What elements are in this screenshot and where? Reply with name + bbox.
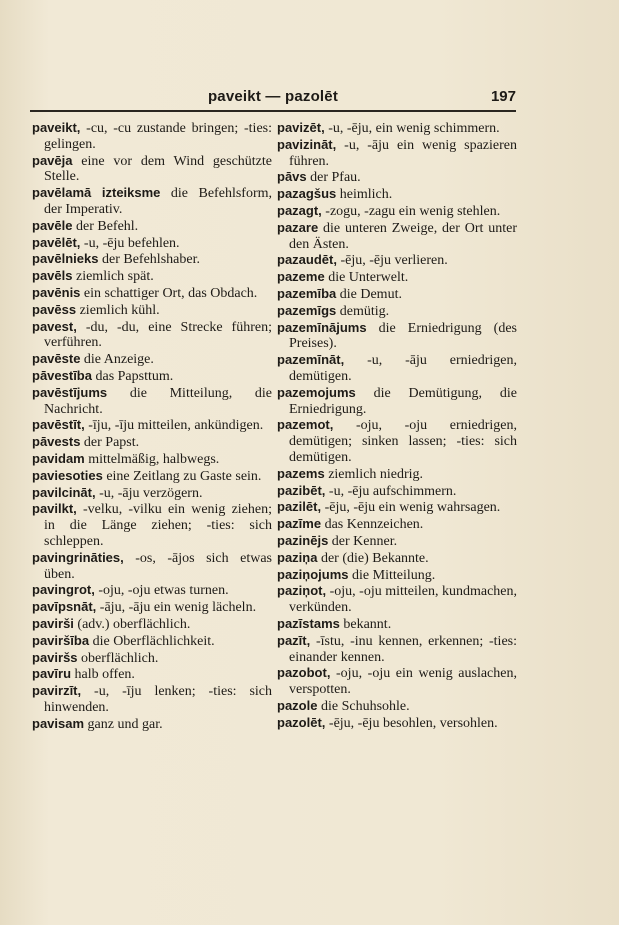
entry-definition: -ēju, -ēju besohlen, versohlen. — [325, 715, 498, 731]
entry-headword: pazole — [277, 697, 318, 713]
entry-headword: pazemīnāt, — [277, 352, 345, 368]
left-column — [32, 120, 272, 732]
entry-headword: pāvs — [277, 169, 307, 185]
entry-definition: ziemlich spät. — [72, 269, 154, 285]
entry-headword: pazems — [277, 465, 325, 481]
dictionary-entry — [32, 268, 272, 285]
entry-definition: -ēju, -ēju ein wenig wahrsagen. — [321, 500, 501, 516]
entry-headword: pavidam — [32, 450, 85, 466]
dictionary-entry — [32, 120, 272, 153]
entry-headword: pavilkt, — [32, 501, 77, 517]
entry-definition: die Mitteilung. — [348, 567, 436, 583]
dictionary-entry — [277, 533, 517, 550]
dictionary-entry — [277, 137, 517, 170]
entry-definition: -u, -ēju, ein wenig schimmern. — [324, 121, 500, 136]
entry-headword: pazemot, — [277, 417, 334, 433]
entry-definition: -oju, -oju etwas turnen. — [94, 583, 229, 599]
entry-headword: pazolēt, — [277, 714, 326, 730]
dictionary-entry — [277, 665, 517, 698]
dictionary-entry — [32, 385, 272, 418]
entry-definition: -u, -ēju befehlen. — [80, 235, 180, 251]
entry-headword: paviršs — [32, 649, 78, 665]
entry-headword: pazaudēt, — [277, 252, 337, 268]
entry-headword: pavizēt, — [277, 120, 325, 135]
entry-definition: der Papst. — [80, 435, 140, 451]
entry-headword: pazagšus — [277, 186, 337, 202]
entry-headword: pavilcināt, — [32, 484, 96, 500]
dictionary-entry — [277, 583, 517, 616]
entry-headword: pavīpsnāt, — [32, 599, 97, 615]
entry-headword: paviesoties — [32, 467, 103, 483]
entry-headword: pazemojums — [277, 384, 356, 400]
dictionary-entry — [277, 169, 517, 186]
dictionary-entry — [277, 715, 517, 732]
entry-definition: die Schuhsohle. — [317, 698, 410, 714]
entry-headword: pavēnis — [32, 284, 81, 300]
dictionary-entry — [277, 698, 517, 715]
dictionary-entry — [32, 185, 272, 218]
entry-headword: pavēja — [32, 152, 73, 168]
entry-headword: pazagt, — [277, 202, 322, 218]
entry-definition: das Kennzeichen. — [321, 517, 424, 533]
dictionary-entry — [32, 550, 272, 583]
dictionary-entry — [32, 633, 272, 650]
entry-headword: pavēste — [32, 351, 81, 367]
dictionary-entry — [277, 466, 517, 483]
entry-definition: ganz und gar. — [84, 716, 163, 732]
entry-definition: eine vor dem Wind geschützte Stelle. — [44, 153, 272, 185]
dictionary-entry — [277, 269, 517, 286]
dictionary-entry — [32, 716, 272, 733]
entry-headword: pavēlnieks — [32, 251, 99, 267]
entry-headword: pavēle — [32, 217, 73, 233]
entry-definition: -u, -āju erniedrigen, demütigen. — [289, 353, 517, 384]
dictionary-entry — [32, 251, 272, 268]
entry-definition: -u, -āju ein wenig spazieren führen. — [289, 137, 517, 169]
entry-definition: demütig. — [336, 303, 390, 319]
dictionary-entry — [277, 483, 517, 500]
dictionary-entry — [32, 599, 272, 616]
dictionary-entry — [277, 186, 517, 203]
entry-headword: paveikt, — [32, 120, 81, 135]
dictionary-entry — [32, 153, 272, 186]
entry-definition: der Befehl. — [72, 218, 139, 234]
dictionary-entry — [277, 516, 517, 533]
entry-definition: das Papsttum. — [91, 368, 174, 384]
entry-headword: pavēss — [32, 301, 77, 317]
entry-definition: -u, -āju verzögern. — [95, 485, 203, 501]
dictionary-entry — [32, 368, 272, 385]
dictionary-entry — [32, 582, 272, 599]
entry-definition: oberflächlich. — [77, 650, 159, 666]
entry-headword: pazobot, — [277, 665, 331, 681]
entry-definition: die unteren Zweige, der Ort unter den Ästen. — [289, 220, 517, 252]
entry-definition: -du, -du, eine Strecke führen; verführen. — [44, 319, 272, 351]
dictionary-entry — [277, 352, 517, 385]
entry-definition: ziemlich kühl. — [76, 302, 160, 318]
dictionary-entry — [277, 120, 517, 137]
dictionary-entry — [32, 434, 272, 451]
dictionary-entry — [277, 385, 517, 418]
entry-definition: die Mitteilung, die Nachricht. — [44, 385, 272, 417]
entry-definition: -zogu, -zagu ein wenig stehlen. — [321, 203, 501, 219]
entry-headword: pazibēt, — [277, 482, 326, 498]
entry-definition: eine Zeitlang zu Gaste sein. — [102, 468, 262, 484]
entry-headword: paziņojums — [277, 566, 349, 582]
entry-definition: die Demütigung, die Erniedrigung. — [289, 385, 517, 417]
dictionary-entry — [32, 616, 272, 633]
entry-definition: -oju, -oju erniedrigen, demütigen; sinken lassen; -ties: sich demütigen. — [289, 418, 517, 465]
entry-definition: -āju, -āju ein wenig lächeln. — [96, 600, 257, 616]
entry-definition: die Befehlsform, der Imperativ. — [44, 186, 272, 217]
entry-definition: -oju, -oju mitteilen, kundmachen, verkünden. — [289, 584, 518, 616]
entry-definition: -īju, -īju mitteilen, ankündigen. — [84, 418, 264, 434]
entry-definition: die Erniedrigung (des Preises). — [289, 320, 517, 352]
entry-definition: -u, -īju lenken; -ties: sich hinwenden. — [44, 684, 272, 715]
dictionary-entry — [277, 499, 517, 516]
entry-headword: pavēlēt, — [32, 234, 81, 250]
entry-definition: (adv.) oberflächlich. — [73, 616, 191, 632]
dictionary-entry — [32, 235, 272, 252]
entry-definition: -oju, -oju ein wenig auslachen, verspotten. — [289, 666, 517, 698]
entry-definition: der Befehlshaber. — [98, 252, 200, 268]
entry-headword: pazare — [277, 219, 319, 235]
entry-definition: ein schattiger Ort, das Obdach. — [80, 285, 258, 301]
entry-definition: halb offen. — [71, 667, 135, 683]
dictionary-entry — [277, 303, 517, 320]
entry-headword: pavēls — [32, 268, 73, 284]
entry-definition: die Anzeige. — [80, 352, 154, 368]
dictionary-entry — [32, 218, 272, 235]
dictionary-entry — [32, 501, 272, 549]
entry-definition: mittelmäßig, halbwegs. — [84, 451, 220, 467]
dictionary-entry — [277, 567, 517, 584]
header-rule — [30, 110, 516, 112]
entry-definition: -īstu, -inu kennen, erkennen; -ties: einander kennen. — [289, 633, 517, 665]
entry-headword: pazemība — [277, 285, 337, 301]
dictionary-entry — [277, 286, 517, 303]
entry-definition: -ēju, -ēju verlieren. — [336, 253, 448, 269]
entry-definition: -u, -ēju aufschimmern. — [325, 483, 457, 499]
dictionary-entry — [32, 285, 272, 302]
dictionary-entry — [32, 351, 272, 368]
entry-headword: pavizināt, — [277, 136, 337, 152]
entry-headword: pazemīgs — [277, 302, 337, 318]
entry-definition: die Demut. — [336, 286, 402, 302]
dictionary-entry — [277, 220, 517, 253]
dictionary-entry — [277, 633, 517, 666]
dictionary-entry — [32, 451, 272, 468]
entry-headword: pavest, — [32, 318, 77, 334]
entry-headword: pavirzīt, — [32, 683, 82, 699]
entry-headword: pazemīnājums — [277, 319, 367, 335]
running-header — [30, 88, 516, 110]
entry-definition: der Kenner. — [328, 533, 398, 549]
dictionary-entry — [277, 417, 517, 465]
dictionary-entry — [32, 650, 272, 667]
dictionary-entry — [32, 417, 272, 434]
entry-headword: paviršība — [32, 632, 90, 648]
dictionary-entry — [32, 485, 272, 502]
entry-definition: -velku, -vilku ein wenig ziehen; in die Länge ziehen; -ties: sich schleppen. — [44, 502, 272, 549]
entry-headword: pazilēt, — [277, 499, 322, 515]
entry-definition: ziemlich niedrig. — [324, 466, 424, 482]
page-number: 197 — [490, 88, 516, 105]
dictionary-entry — [32, 683, 272, 716]
dictionary-entry — [32, 302, 272, 319]
entry-headword: pavēlamā izteiksme — [32, 185, 161, 201]
entry-headword: pazeme — [277, 269, 325, 285]
right-column — [277, 120, 517, 731]
entry-headword: pavingrināties, — [32, 549, 124, 565]
entry-definition: der (die) Bekannte. — [317, 550, 429, 566]
entry-headword: pavēstīt, — [32, 417, 85, 433]
entry-definition: -cu, -cu zustande bringen; -ties: gelingen. — [44, 121, 272, 152]
dictionary-entry — [32, 468, 272, 485]
entry-headword: pavirši — [32, 615, 74, 631]
entry-headword: pavīru — [32, 666, 72, 682]
entry-headword: pavingrot, — [32, 582, 95, 598]
entry-headword: paziņot, — [277, 583, 327, 599]
header-title: paveikt — pazolēt — [207, 88, 339, 105]
entry-headword: pazīstams — [277, 615, 340, 631]
entry-definition: -os, -ājos sich etwas üben. — [44, 550, 272, 582]
entry-definition: die Oberflächlichkeit. — [89, 633, 215, 649]
entry-definition: die Unterwelt. — [324, 270, 409, 286]
dictionary-entry — [32, 666, 272, 683]
dictionary-entry — [277, 616, 517, 633]
dictionary-entry — [277, 252, 517, 269]
entry-headword: pazīme — [277, 516, 322, 532]
entry-headword: pazīt, — [277, 632, 311, 648]
entry-headword: pāvests — [32, 434, 81, 450]
dictionary-entry — [277, 550, 517, 567]
entry-definition: der Pfau. — [306, 170, 361, 186]
dictionary-entry — [277, 203, 517, 220]
entry-headword: pāvestība — [32, 367, 92, 383]
entry-headword: paziņa — [277, 549, 318, 565]
dictionary-entry — [32, 319, 272, 352]
entry-definition: bekannt. — [339, 616, 392, 632]
entry-headword: pavisam — [32, 715, 85, 731]
entry-definition: heimlich. — [336, 187, 393, 203]
entry-headword: pazinējs — [277, 532, 329, 548]
entry-headword: pavēstījums — [32, 384, 108, 400]
dictionary-entry — [277, 320, 517, 353]
